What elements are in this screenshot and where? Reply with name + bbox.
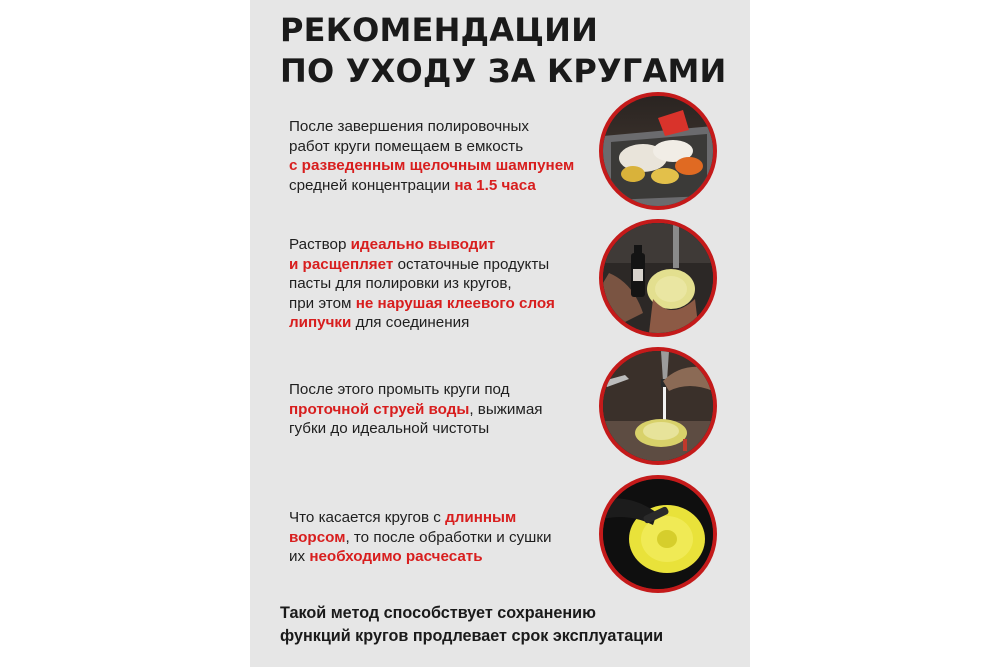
page-title: [280, 10, 740, 92]
highlight-run: длинным: [445, 509, 517, 526]
title-line-2: ПО УХОДУ ЗА КРУГАМИ: [280, 52, 727, 90]
text-run: пасты для полировки из кругов,: [289, 275, 512, 293]
text-run: губки до идеальной чистоты: [289, 420, 490, 438]
highlight-run: не нарушая клеевого слоя: [355, 294, 555, 312]
spraying-pad-icon: [603, 223, 713, 333]
text-run: для соединения: [351, 314, 470, 332]
yellow-pad-icon: [603, 479, 713, 589]
text-run: После завершения полировочных: [289, 118, 530, 135]
rinsing-pad-icon: [603, 351, 713, 461]
text-line: [289, 419, 609, 439]
highlight-run: с разведенным щелочным шампунем: [289, 157, 575, 175]
highlight-run: липучки: [289, 314, 352, 332]
text-line: [289, 400, 609, 420]
text-line: [289, 528, 609, 548]
rinsing-pad-under-tap-photo: [599, 347, 717, 465]
text-line: [289, 508, 609, 528]
footer-line-2: функций кругов продлевает срок эксплуатации: [280, 627, 664, 645]
text-run: работ круги помещаем в емкость: [289, 137, 524, 155]
text-line: [289, 235, 609, 255]
text-run: , выжимая: [469, 400, 543, 418]
highlight-run: проточной струей воды: [289, 400, 470, 418]
highlight-run: ворсом: [289, 528, 346, 546]
highlight-run: на 1.5 часа: [454, 176, 536, 194]
footer-line-1: Такой метод способствует сохранению: [280, 604, 596, 622]
text-run: Что касается кругов с: [289, 509, 446, 526]
text-run: , то после обработки и сушки: [345, 528, 552, 546]
text-line: [289, 547, 609, 567]
highlight-run: и расщепляет: [289, 255, 394, 273]
text-line: [289, 313, 609, 333]
yellow-pad-on-polisher-photo: [599, 475, 717, 593]
text-run: их: [289, 548, 310, 566]
text-line: [289, 156, 609, 176]
step-2-text: [289, 235, 609, 333]
text-run: при этом: [289, 294, 356, 312]
text-line: [289, 176, 609, 196]
text-run: остаточные продукты: [393, 255, 550, 273]
text-line: [289, 274, 609, 294]
text-run: Раствор: [289, 236, 351, 253]
footer-note: [280, 602, 740, 648]
soaking-pads-in-sink-photo: [599, 92, 717, 210]
text-line: [289, 294, 609, 314]
spraying-pad-photo: [599, 219, 717, 337]
step-4-text: [289, 508, 609, 567]
soaking-pads-in-sink-icon: [603, 96, 713, 206]
text-line: [289, 380, 609, 400]
text-run: средней концентрации: [289, 176, 455, 194]
step-3-text: [289, 380, 609, 439]
text-run: После этого промыть круги под: [289, 381, 510, 398]
care-infographic: [250, 0, 750, 667]
text-line: [289, 255, 609, 275]
text-line: [289, 117, 609, 137]
highlight-run: необходимо расчесать: [309, 548, 483, 566]
step-1-text: [289, 117, 609, 195]
title-line-1: РЕКОМЕНДАЦИИ: [280, 11, 599, 49]
highlight-run: идеально выводит: [350, 236, 496, 253]
text-line: [289, 137, 609, 157]
